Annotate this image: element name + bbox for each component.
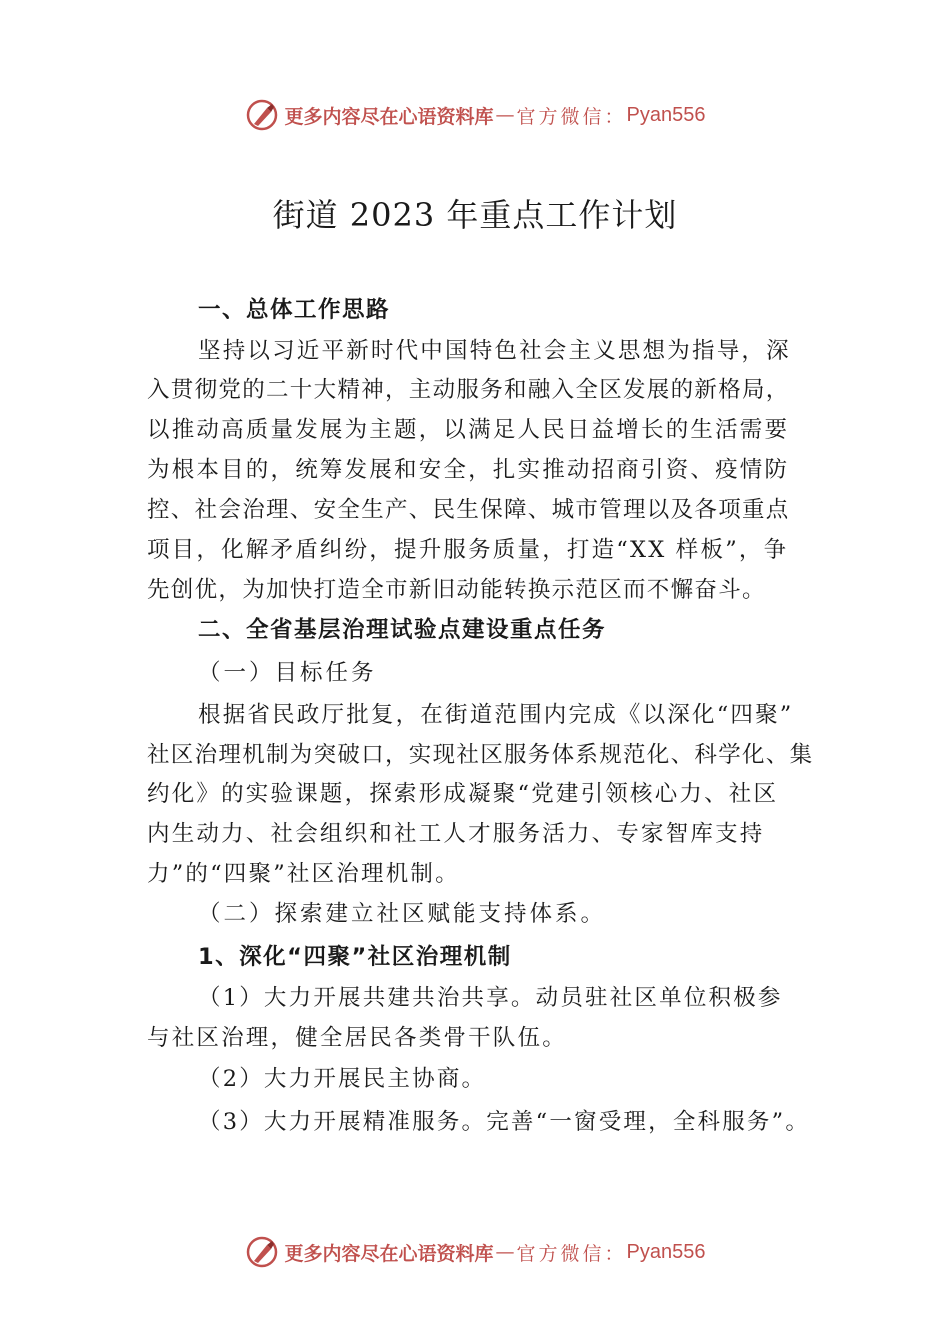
watermark-wechat-id: Pyan556: [626, 1240, 706, 1263]
section-heading-1: 一、总体工作思路: [198, 297, 391, 323]
paragraph-line: 力”的“四聚”社区治理机制。: [147, 861, 460, 887]
paragraph-line: 控、社会治理、安全生产、民生保障、城市管理以及各项重点: [147, 497, 790, 523]
paragraph-line: 根据省民政厅批复，在街道范围内完成《以深化“四聚”: [198, 702, 794, 728]
section-heading-2: 二、全省基层治理试验点建设重点任务: [198, 617, 607, 643]
paragraph-line: 入贯彻党的二十大精神，主动服务和融入全区发展的新格局，: [147, 377, 790, 403]
paragraph-line: （2）大力开展民主协商。: [198, 1066, 487, 1092]
pen-nib-logo-icon: [245, 98, 279, 132]
header-watermark: [0, 95, 950, 135]
paragraph-line: 先创优，为加快打造全市新旧动能转换示范区而不懈奋斗。: [147, 577, 766, 603]
watermark-dash: —: [495, 104, 515, 126]
watermark-main-text: 更多内容尽在心语资料库: [284, 105, 494, 128]
paragraph-line: 为根本目的，统筹发展和安全，扎实推动招商引资、疫情防: [147, 457, 790, 483]
watermark-wechat-label: 官方微信：: [516, 1242, 627, 1265]
paragraph-line: （1）大力开展共建共治共享。动员驻社区单位积极参: [198, 985, 783, 1011]
subsection-heading: （一）目标任务: [198, 660, 377, 686]
paragraph-line: （3）大力开展精准服务。完善“一窗受理，全科服务”。: [198, 1109, 811, 1135]
paragraph-line: 内生动力、社会组织和社工人才服务活力、专家智库支持: [147, 821, 765, 847]
paragraph-line: 与社区治理，健全居民各类骨干队伍。: [147, 1025, 567, 1051]
footer-watermark: [0, 1232, 950, 1272]
watermark-wechat-id: Pyan556: [626, 103, 706, 126]
pen-nib-logo-icon: [245, 1235, 279, 1269]
item-heading: 1、深化“四聚”社区治理机制: [198, 944, 512, 970]
paragraph-line: 项目，化解矛盾纠纷，提升服务质量，打造“XX 样板”，争: [147, 537, 789, 563]
paragraph-line: 约化》的实验课题，探索形成凝聚“党建引领核心力、社区: [147, 781, 779, 807]
watermark-main-text: 更多内容尽在心语资料库: [284, 1242, 494, 1265]
watermark-dash: —: [495, 1241, 515, 1263]
document-title: 街道 2023 年重点工作计划: [272, 196, 678, 234]
paragraph-line: 社区治理机制为突破口，实现社区服务体系规范化、科学化、集: [147, 742, 814, 768]
paragraph-line: 坚持以习近平新时代中国特色社会主义思想为指导，深: [198, 338, 791, 364]
watermark-wechat-label: 官方微信：: [516, 105, 627, 128]
subsection-heading: （二）探索建立社区赋能支持体系。: [198, 901, 607, 927]
paragraph-line: 以推动高质量发展为主题，以满足人民日益增长的生活需要: [147, 417, 790, 443]
